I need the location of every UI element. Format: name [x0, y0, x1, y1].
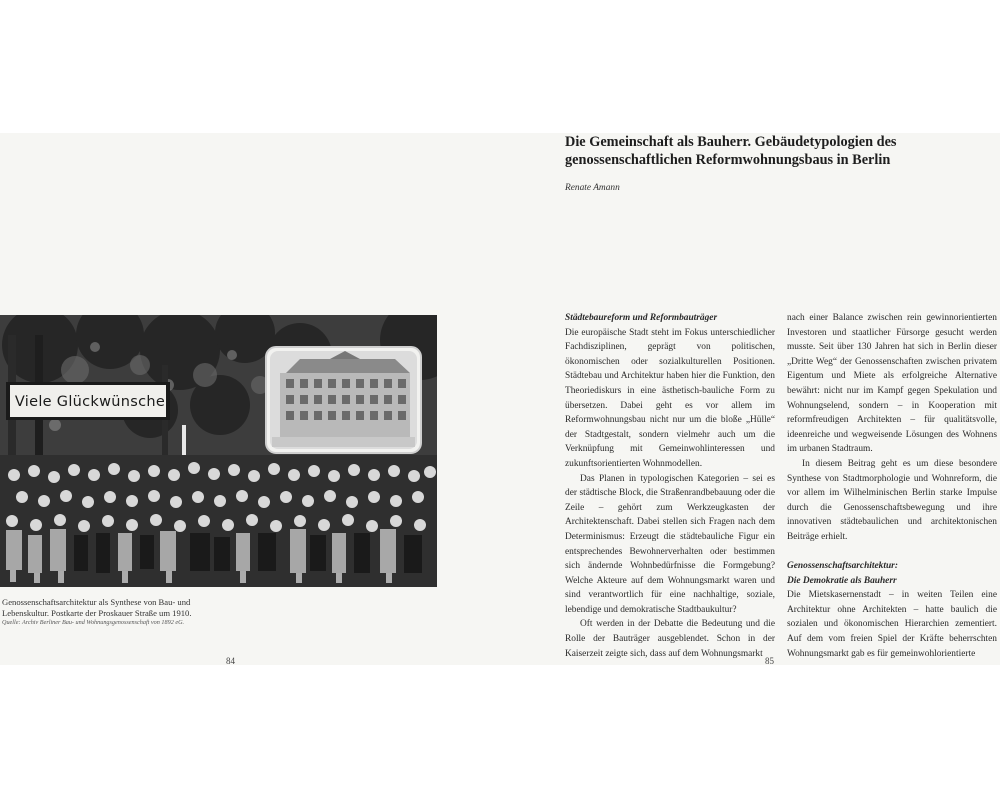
archive-photo	[0, 315, 437, 587]
photo-sign-text: Viele Glückwünsche	[14, 394, 166, 410]
chapter-title	[565, 134, 965, 169]
section-heading-line-1: Genossenschaftsarchitektur:	[787, 561, 898, 572]
chapter-title-line-1: Die Gemeinschaft als Bauherr. Gebäudetypologien des	[565, 134, 897, 150]
caption-line-1: Genossenschaftsarchitektur als Synthese von Bau- und	[2, 597, 191, 607]
page-number-right: 85	[765, 656, 774, 666]
caption-source: Quelle: Archiv Berliner Bau- und Wohnungsgenossenschaft von 1892 eG.	[2, 619, 185, 627]
section-heading-line-2: Die Demokratie als Bauherr	[787, 575, 897, 586]
paragraph: Die Mietskasernenstadt – in weiten Teilen eine Architektur ohne Architekten – hatte baulich die sozialen und ökonomischen Hierarchien zementiert. Auf dem vom freien Spiel der Kräfte beherrschten Wohnungsmarkt gab es für gemeinwohlorientierte	[787, 590, 997, 659]
paragraph: Die europäische Stadt steht im Fokus unterschiedlicher Fachdisziplinen, geprägt von politischen, ökonomischen oder sozialkulturellen Positionen. Städtebau und Architektur haben hier die Funktion, den Theoriediskurs in eine ästhetisch-bauliche Form zu übersetzen. Dabei geht es vor allem im Reformwohnungsbau nicht nur um die bloße „Hülle“ der Stadtgestalt, sondern vielmehr auch um die Verknüpfung mit Gemeinwohlinteressen und zukunftsorientierten Wohnmodellen.	[565, 327, 775, 469]
paragraph: nach einer Balance zwischen rein gewinnorientierten Investoren und staatlicher Fürsorge gesucht werden musste. Seit über 130 Jahren hat sich in Berlin dieser „Dritte Weg“ der Genossenschaften zwischen privatem Eigentum und Miete als erfolgreiche Alternative bewährt: nicht nur im Kampf gegen Spekulation und Wohnungselend, sondern – in Kooperation mit reformfreudigen Architekten – für qualitätsvolle, ideenreiche und wegweisende Lösungen des Wohnens im urbanen Stadtraum.	[787, 313, 997, 455]
paragraph: Das Planen in typologischen Kategorien – sei es der städtische Block, die Straßenrandbebauung oder die Zeile – gehört zum Werkzeugkasten der Architektenschaft. Dabei stellen sich Fragen nach dem Determinismus: Erzeugt die städtebauliche Figur ein entsprechendes Bewohnerverhalten oder bestimmen sich ändernde Wohnbedürfnisse die Formgebung? Welche Akteure auf dem Wohnungsmarkt waren und sind verantwortlich für eine nachhaltige, soziale, lebendige und demokratische Stadtbaukultur?	[565, 473, 775, 615]
section-heading-staedtebaureform: Städtebaureform und Reformbauträger	[565, 313, 718, 323]
page-number-left: 84	[226, 656, 235, 666]
paragraph: In diesem Beitrag geht es um diese besondere Synthese von Stadtmorphologie und Wohnreform, die vor allem im Wilhelminischen Berlin starke Impulse durch die Genossenschaftsbewegung und ihre innovativen städtebaulichen und architektonischen Beiträge erhielt.	[787, 458, 997, 542]
text-column-2	[787, 311, 997, 661]
caption-line-2: Lebenskultur. Postkarte der Proskauer Straße um 1910.	[2, 607, 192, 618]
author-name: Renate Amann	[565, 183, 620, 193]
text-column-1	[565, 311, 775, 661]
chapter-title-line-2: genossenschaftlichen Reformwohnungsbaus in Berlin	[565, 151, 891, 168]
section-heading-genossenschaftsarchitektur	[787, 559, 997, 588]
photo-caption	[2, 597, 202, 627]
paragraph: Oft werden in der Debatte die Bedeutung und die Rolle der Bauträger ausgeblendet. Schon in der Kaiserzeit zeigte sich, dass auf dem Wohnungsmarkt	[565, 619, 775, 659]
